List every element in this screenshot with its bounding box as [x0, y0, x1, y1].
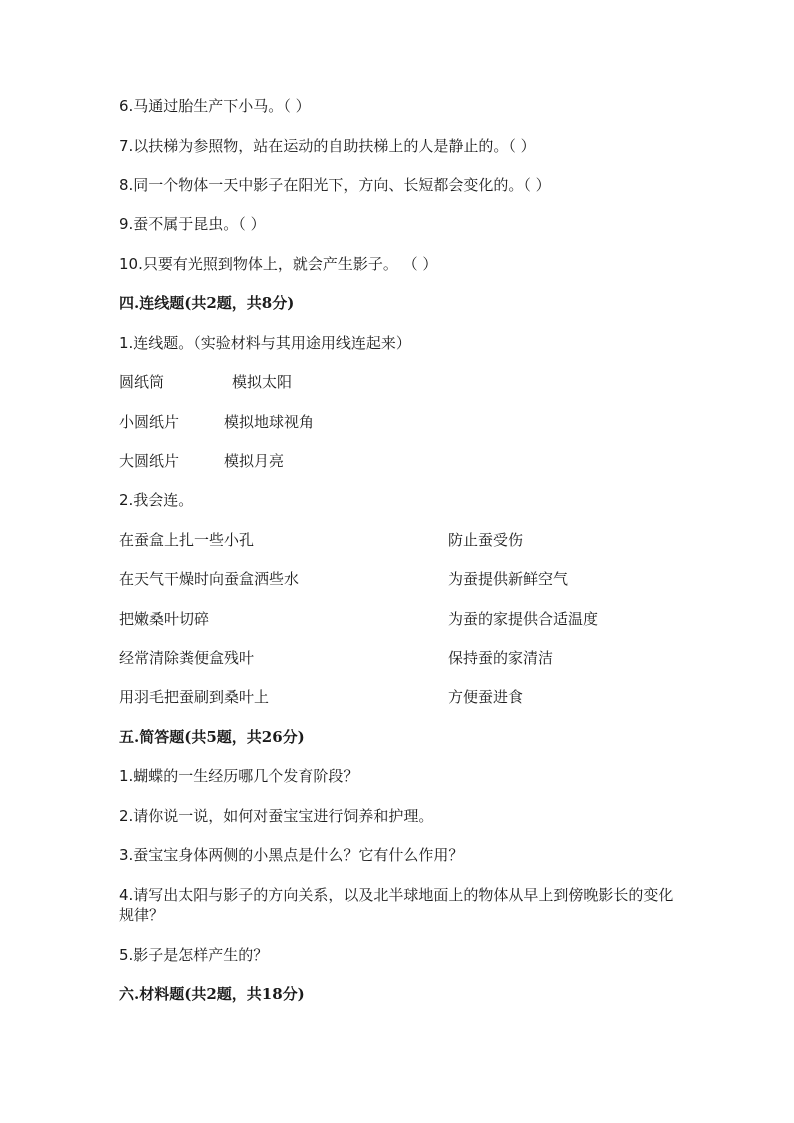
matching-q2-right-5: 方便蚕进食 — [448, 688, 524, 706]
section-4-heading: 四.连线题(共2题，共8分) — [119, 294, 295, 312]
short-answer-q3: 3.蚕宝宝身体两侧的小黑点是什么？它有什么作用？ — [119, 846, 464, 864]
matching-q2-right-2: 为蚕提供新鲜空气 — [448, 570, 569, 588]
matching-q2-right-3: 为蚕的家提供合适温度 — [448, 610, 599, 628]
question-9: 9.蚕不属于昆虫。（ ） — [119, 215, 266, 233]
matching-q1-right-1: 模拟太阳 — [232, 373, 293, 391]
matching-q2-left-4: 经常清除粪便盒残叶 — [119, 649, 255, 667]
matching-q1-right-2: 模拟地球视角 — [224, 413, 315, 431]
matching-q2-right-1: 防止蚕受伤 — [448, 531, 524, 549]
matching-q1-left-3: 大圆纸片 — [119, 452, 180, 470]
matching-q1-left-1: 圆纸筒 — [119, 373, 165, 391]
section-5-heading: 五.简答题(共5题，共26分) — [119, 728, 305, 746]
short-answer-q1: 1.蝴蝶的一生经历哪几个发育阶段？ — [119, 767, 359, 785]
question-10: 10.只要有光照到物体上，就会产生影子。 （ ） — [119, 255, 438, 273]
matching-q2-left-3: 把嫩桑叶切碎 — [119, 610, 210, 628]
short-answer-q2: 2.请你说一说，如何对蚕宝宝进行饲养和护理。 — [119, 807, 434, 825]
question-6: 6.马通过胎生产下小马。（ ） — [119, 97, 311, 115]
section-6-heading: 六.材料题(共2题，共18分) — [119, 985, 305, 1003]
matching-q1-right-3: 模拟月亮 — [224, 452, 285, 470]
short-answer-q4: 4.请写出太阳与影子的方向关系，以及北半球地面上的物体从早上到傍晚影长的变化规律？ — [119, 886, 674, 924]
matching-q2-left-5: 用羽毛把蚕刷到桑叶上 — [119, 688, 270, 706]
short-answer-q5: 5.影子是怎样产生的？ — [119, 946, 269, 964]
matching-q2-left-1: 在蚕盒上扎一些小孔 — [119, 531, 255, 549]
matching-q2-left-2: 在天气干燥时向蚕盒洒些水 — [119, 570, 300, 588]
matching-q1-title: 1.连线题。（实验材料与其用途用线连起来） — [119, 334, 411, 352]
matching-q2-right-4: 保持蚕的家清洁 — [448, 649, 554, 667]
matching-q1-left-2: 小圆纸片 — [119, 413, 180, 431]
question-7: 7.以扶梯为参照物，站在运动的自助扶梯上的人是静止的。（ ） — [119, 137, 536, 155]
matching-q2-title: 2.我会连。 — [119, 491, 194, 509]
question-8: 8.同一个物体一天中影子在阳光下，方向、长短都会变化的。（ ） — [119, 176, 551, 194]
